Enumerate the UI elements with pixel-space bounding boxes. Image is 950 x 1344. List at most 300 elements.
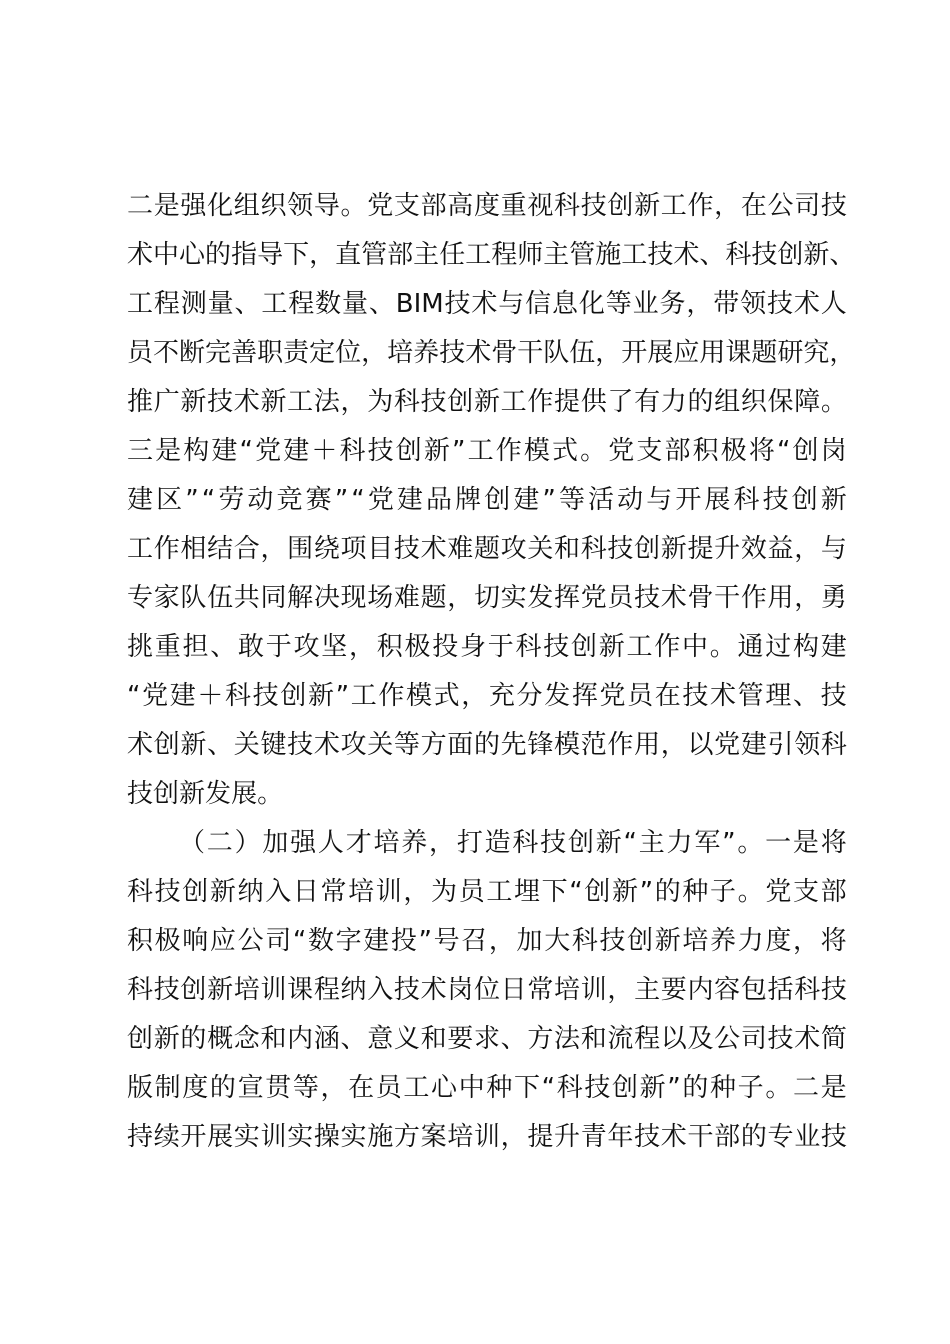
text-glyph: 与 [498,289,525,319]
text-glyph: 创 [182,877,209,907]
text-glyph: 字 [335,926,362,956]
text-glyph: 结 [207,534,234,564]
text-glyph: 应 [673,338,700,368]
text-glyph: 技 [420,387,447,417]
text-line [127,182,847,231]
text-glyph: ” [667,1073,681,1103]
text-glyph: 伍 [207,583,234,613]
text-glyph: 共 [233,583,260,613]
text-glyph: 建 [396,485,423,515]
text-glyph: 主 [413,240,440,270]
text-glyph: 竞 [276,485,303,515]
text-glyph: 担 [182,632,209,662]
text-glyph: 。 [340,191,367,221]
text-glyph: 领 [794,730,821,760]
text-glyph: ） [234,828,261,858]
text-glyph: 创 [280,681,307,711]
text-glyph: ， [320,1073,347,1103]
text-glyph: 动 [247,485,274,515]
text-glyph: 化 [207,191,234,221]
text-glyph: 施 [595,240,622,270]
text-glyph: ， [686,289,713,319]
text-glyph: 合 [233,534,260,564]
text-glyph: 种 [710,1073,737,1103]
text-glyph: 攻 [500,534,527,564]
text-glyph: 技 [252,681,279,711]
text-glyph: 创 [395,436,422,466]
text-glyph: 导 [313,191,340,221]
text-glyph: 技 [820,191,847,221]
text-glyph: 引 [767,730,794,760]
text-glyph: 部 [387,240,414,270]
text-glyph: 于 [487,632,514,662]
text-glyph: 关 [233,730,260,760]
text-glyph: 息 [552,289,579,319]
text-glyph: 心 [179,240,206,270]
text-glyph: 及 [687,1024,714,1054]
text-glyph: 意 [367,1024,394,1054]
text-glyph: 技 [634,1122,661,1152]
text-glyph: 项 [340,534,367,564]
text-glyph: 埋 [513,877,540,907]
text-glyph: 定 [309,338,336,368]
text-glyph: 培 [554,975,581,1005]
text-glyph: 技 [153,975,180,1005]
text-glyph: 。 [820,387,847,417]
text-glyph: 创 [153,730,180,760]
text-glyph: 投 [432,632,459,662]
text-glyph: 建 [740,730,767,760]
text-glyph: 将 [748,436,775,466]
text-glyph: 训 [580,975,607,1005]
text-glyph: 干 [517,338,544,368]
text-glyph: ， [340,387,367,417]
text-glyph: 党 [580,583,607,613]
text-glyph: 、 [207,730,234,760]
text-glyph: 技 [634,583,661,613]
text-glyph: 究 [803,338,830,368]
text-glyph: 是 [153,191,180,221]
text-glyph: 范 [580,730,607,760]
text-glyph: 展 [647,338,674,368]
text-glyph: 等 [292,1073,319,1103]
text-glyph: 、 [368,289,395,319]
text-glyph: 方 [420,730,447,760]
text-glyph: ， [792,926,819,956]
text-glyph: 养 [710,926,737,956]
text-glyph: 新 [634,191,661,221]
text-glyph: 工 [287,387,314,417]
text-glyph: 用 [699,338,726,368]
text-glyph: 、 [829,240,856,270]
text-glyph: 二 [792,1073,819,1103]
text-glyph: 信 [525,289,552,319]
text-glyph: 断 [179,338,206,368]
text-glyph: 保 [767,387,794,417]
text-glyph: 题 [420,583,447,613]
text-glyph: 工 [626,632,653,662]
text-glyph: ” [451,436,466,466]
text-glyph: 创 [127,1024,154,1054]
text-glyph: 专 [767,1122,794,1152]
text-glyph: 加 [516,926,543,956]
text-glyph: 的 [473,730,500,760]
text-glyph: “ [541,1073,556,1103]
text-glyph: 工 [467,436,494,466]
text-glyph: 中 [458,1073,485,1103]
text-glyph: 术 [710,681,737,711]
text-glyph: 创 [777,240,804,270]
text-glyph: 训 [375,877,402,907]
text-glyph: 续 [153,1122,180,1152]
text-glyph: 敢 [238,632,265,662]
text-glyph: 式 [433,681,460,711]
text-glyph: 关 [367,730,394,760]
text-glyph: 以 [660,1024,687,1054]
text-glyph: 师 [517,240,544,270]
text-glyph: 新 [153,1024,180,1054]
text-glyph: 牌 [455,485,482,515]
text-glyph: 理 [765,681,792,711]
text-glyph: 科 [725,240,752,270]
text-glyph: 技 [127,779,154,809]
text-glyph: 领 [740,289,767,319]
text-line [127,476,847,525]
text-glyph: 干 [714,583,741,613]
text-glyph: 难 [393,583,420,613]
text-glyph: 身 [460,632,487,662]
text-glyph: 程 [153,289,180,319]
text-glyph: 积 [692,436,719,466]
text-glyph: 技 [751,240,778,270]
text-glyph: ， [488,926,515,956]
text-glyph: 通 [737,632,764,662]
text-glyph: 。 [709,632,736,662]
text-glyph: 号 [433,926,460,956]
text-glyph: 善 [231,338,258,368]
text-glyph: ” [722,828,736,858]
text-glyph: 、 [500,1024,527,1054]
text-glyph: 日 [292,877,319,907]
text-glyph: “ [351,485,365,515]
text-glyph: 技 [393,534,420,564]
text-glyph: 技 [439,338,466,368]
text-glyph: ， [829,338,856,368]
text-glyph: 术 [313,730,340,760]
text-glyph: ” [335,681,350,711]
text-glyph: 建 [169,681,196,711]
text-glyph: 主 [634,975,661,1005]
text-glyph: 位 [335,338,362,368]
text-glyph: 和 [580,1024,607,1054]
text-glyph: 题 [751,338,778,368]
text-glyph: 攻 [293,632,320,662]
text-glyph: 度 [765,926,792,956]
text-glyph: 开 [180,1122,207,1152]
text-glyph: 建 [127,485,154,515]
text-glyph: 是 [155,436,182,466]
text-glyph: 责 [283,338,310,368]
text-glyph: 种 [682,877,709,907]
text-glyph: 。 [580,436,607,466]
text-glyph: ” [542,485,556,515]
text-glyph: 常 [320,877,347,907]
text-glyph: 实 [287,1122,314,1152]
text-glyph: 科 [393,387,420,417]
text-glyph: 家 [153,583,180,613]
text-glyph: 部 [664,436,691,466]
text-glyph: 力 [737,926,764,956]
text-glyph: 新 [307,681,334,711]
text-glyph: 容 [714,975,741,1005]
text-glyph: 的 [654,877,681,907]
text-glyph: 挑 [127,632,154,662]
text-glyph: 、 [699,240,726,270]
text-glyph: 包 [740,975,767,1005]
text-line [127,427,847,476]
text-glyph: ， [714,191,741,221]
text-glyph: 提 [527,1122,554,1152]
text-glyph: 入 [367,975,394,1005]
text-glyph: 动 [617,485,644,515]
text-glyph: 。 [765,1073,792,1103]
text-glyph: 队 [180,583,207,613]
text-glyph: 党 [142,681,169,711]
text-glyph: 部 [820,877,847,907]
text-line [127,819,847,868]
text-glyph: 与 [646,485,673,515]
text-glyph: 公 [237,926,264,956]
text-glyph: ， [429,828,456,858]
text-glyph: 技 [647,240,674,270]
text-glyph: 主 [543,240,570,270]
text-line [127,917,847,966]
text-glyph: 科 [512,828,539,858]
text-glyph: 、 [234,289,261,319]
text-glyph: 位 [473,975,500,1005]
text-line [127,868,847,917]
text-glyph: ＋ [311,436,338,466]
text-glyph: 带 [713,289,740,319]
text-glyph: 技 [543,632,570,662]
text-line [127,1064,847,1113]
text-glyph: 重 [500,191,527,221]
text-glyph: 是 [792,828,819,858]
text-glyph: 军 [694,828,721,858]
text-glyph: 培 [373,828,400,858]
text-glyph: 充 [488,681,515,711]
text-glyph: 于 [265,632,292,662]
text-glyph: 创 [567,828,594,858]
text-glyph: 建 [820,632,847,662]
text-glyph: 的 [209,1073,236,1103]
text-glyph: 术 [471,289,498,319]
text-glyph: 工 [465,240,492,270]
text-line [127,378,847,427]
text-glyph: 组 [714,387,741,417]
text-glyph: 的 [740,1122,767,1152]
text-glyph: 员 [375,1073,402,1103]
text-glyph: 子 [710,877,737,907]
text-glyph: 题 [473,534,500,564]
text-glyph: 种 [486,1073,513,1103]
text-glyph: （ [179,828,206,858]
text-glyph: 和 [260,1024,287,1054]
text-glyph: 决 [313,583,340,613]
text-glyph: 法 [554,1024,581,1054]
text-glyph: “ [623,828,637,858]
text-glyph: 内 [687,975,714,1005]
text-glyph: 工 [127,289,154,319]
text-glyph: 技 [584,1073,611,1103]
text-glyph: 科 [225,681,252,711]
text-glyph: 技 [154,877,181,907]
text-glyph: 在 [654,681,681,711]
text-glyph: 新 [207,975,234,1005]
text-glyph: 难 [447,534,474,564]
text-glyph: 领 [287,191,314,221]
text-glyph: 。 [737,877,764,907]
text-glyph: 作 [654,632,681,662]
text-glyph: 新 [423,436,450,466]
text-glyph: 训 [260,1122,287,1152]
text-glyph: 下 [513,1073,540,1103]
text-glyph: 织 [740,387,767,417]
text-glyph: 创 [153,779,180,809]
text-glyph: 新 [598,632,625,662]
text-glyph: 案 [420,1122,447,1152]
text-glyph: 作 [153,534,180,564]
text-glyph: 念 [233,1024,260,1054]
text-glyph: 的 [687,387,714,417]
text-glyph: 技 [607,534,634,564]
text-glyph: 用 [634,730,661,760]
text-glyph: 培 [447,1122,474,1152]
text-glyph: 加 [262,828,289,858]
text-glyph: 开 [675,485,702,515]
text-glyph: 技 [580,191,607,221]
text-glyph: 创 [447,387,474,417]
text-glyph: 创 [612,1073,639,1103]
text-glyph: 程 [491,240,518,270]
text-glyph: 数 [315,289,342,319]
text-glyph: 党 [367,191,394,221]
text-glyph: 效 [740,534,767,564]
text-glyph: 下 [541,877,568,907]
text-glyph: 新 [803,240,830,270]
text-glyph: 区 [156,485,183,515]
text-line [127,231,856,280]
text-glyph: 培 [348,877,375,907]
text-glyph: 操 [313,1122,340,1152]
text-glyph: 司 [794,191,821,221]
text-glyph: 工 [261,289,288,319]
text-glyph: 完 [205,338,232,368]
text-glyph: 模 [405,681,432,711]
text-glyph: 人 [820,289,847,319]
text-glyph: 科 [339,436,366,466]
text-glyph: 益 [767,534,794,564]
text-glyph: 子 [737,1073,764,1103]
text-glyph: 管 [361,240,388,270]
text-glyph: 工 [127,534,154,564]
text-glyph: 极 [154,926,181,956]
text-glyph: 技 [599,926,626,956]
text-glyph: 党 [367,485,394,515]
text-glyph: 概 [207,1024,234,1054]
text-glyph: 养 [401,828,428,858]
text-glyph: ， [607,975,634,1005]
text-glyph: 要 [660,975,687,1005]
text-glyph: 员 [458,877,485,907]
text-glyph: 现 [340,583,367,613]
text-glyph: 供 [580,387,607,417]
text-glyph: 法 [313,387,340,417]
text-line [127,966,847,1015]
text-glyph: 实 [500,583,527,613]
text-glyph: 为 [431,877,458,907]
text-glyph: 新 [180,730,207,760]
text-glyph: ， [660,730,687,760]
text-glyph: 培 [387,338,414,368]
text-glyph: 在 [348,1073,375,1103]
text-line [127,574,847,623]
text-glyph: 式 [551,436,578,466]
text-glyph: ， [595,338,622,368]
text-glyph: 作 [607,730,634,760]
text-glyph: 工 [350,681,377,711]
text-glyph: 实 [340,1122,367,1152]
text-glyph: 、 [792,681,819,711]
text-glyph: BIM [395,289,444,319]
text-glyph: 工 [403,1073,430,1103]
text-glyph: 模 [523,436,550,466]
text-glyph: 课 [725,338,752,368]
text-glyph: 三 [127,436,154,466]
text-glyph: 有 [634,387,661,417]
text-glyph: 数 [307,926,334,956]
text-glyph: 量 [207,289,234,319]
text-glyph: 度 [473,191,500,221]
text-glyph: 制 [154,1073,181,1103]
text-glyph: 组 [233,191,260,221]
text-glyph: 展 [704,485,731,515]
text-glyph: 下 [283,240,310,270]
text-glyph: 支 [393,191,420,221]
text-glyph: ， [794,534,821,564]
text-glyph: 公 [714,1024,741,1054]
text-glyph: 强 [180,191,207,221]
text-glyph: 建 [513,485,540,515]
text-glyph: 勇 [820,583,847,613]
text-glyph: 创 [571,632,598,662]
text-glyph: 为 [367,387,394,417]
text-glyph: 术 [660,1122,687,1152]
text-glyph: 攻 [340,730,367,760]
text-glyph: 投 [390,926,417,956]
text-glyph: 专 [127,583,154,613]
text-line [127,1015,847,1064]
text-glyph: 研 [777,338,804,368]
text-glyph: 养 [413,338,440,368]
text-glyph: 培 [233,975,260,1005]
text-glyph: 解 [287,583,314,613]
text-line [127,1113,847,1162]
text-glyph: 员 [607,583,634,613]
text-glyph: 支 [636,436,663,466]
text-glyph: 发 [527,583,554,613]
text-line [127,770,847,819]
